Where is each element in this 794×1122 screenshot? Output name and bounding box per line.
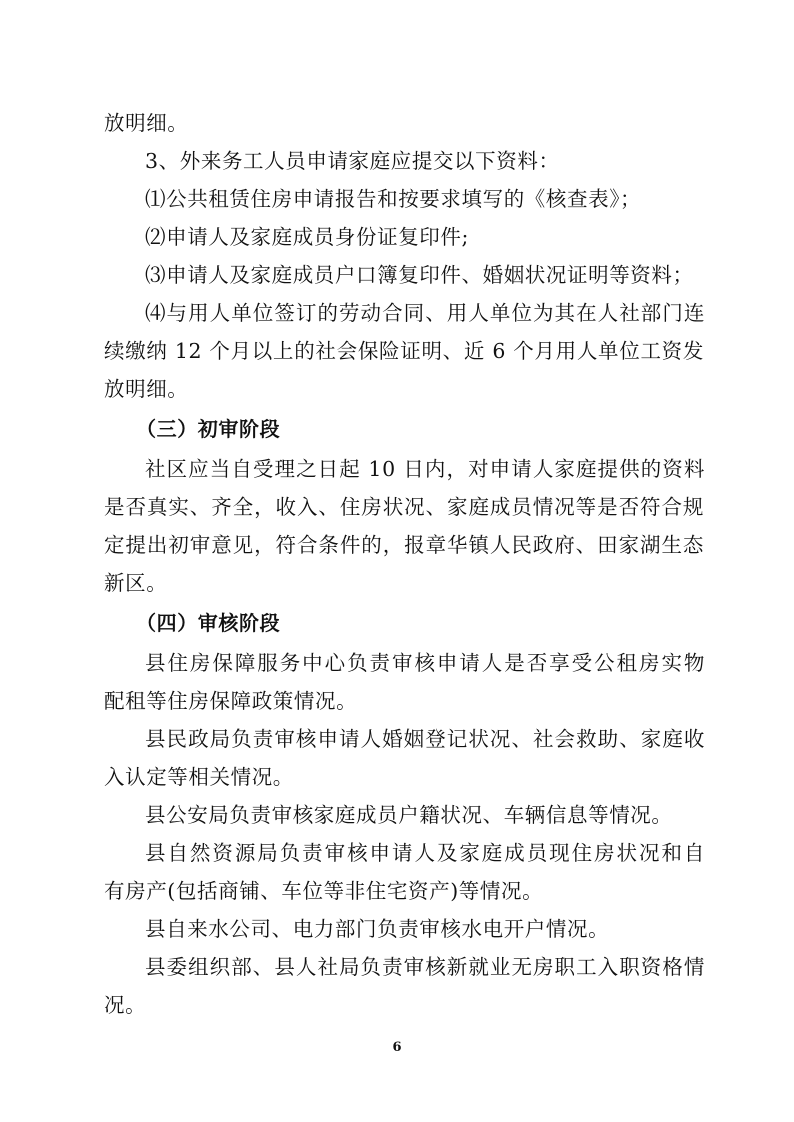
text-line: 入认定等相关情况。 bbox=[104, 765, 294, 789]
page-number: 6 bbox=[392, 1040, 402, 1055]
text-line: 是否真实、齐全，收入、住房状况、家庭成员情况等是否符合规 bbox=[104, 495, 704, 519]
text-line: 3、外来务工人员申请家庭应提交以下资料： bbox=[145, 149, 560, 173]
text-line: 社区应当自受理之日起 10 日内，对申请人家庭提供的资料 bbox=[145, 457, 705, 481]
text-line: 县委组织部、县人社局负责审核新就业无房职工入职资格情 bbox=[145, 955, 705, 979]
text-line: 放明细。 bbox=[104, 111, 189, 135]
text-line: ⑵申请人及家庭成员身份证复印件; bbox=[145, 225, 470, 249]
text-line: 新区。 bbox=[104, 571, 168, 595]
text-line: 县自然资源局负责审核申请人及家庭成员现住房状况和自 bbox=[145, 841, 705, 865]
text-line: 续缴纳 12 个月以上的社会保险证明、近 6 个月用人单位工资发 bbox=[104, 339, 704, 363]
text-line: 况。 bbox=[104, 993, 147, 1017]
text-line: ⑷与用人单位签订的劳动合同、用人单位为其在人社部门连 bbox=[145, 301, 705, 325]
section-heading: （四）审核阶段 bbox=[136, 611, 281, 635]
text-line: 放明细。 bbox=[104, 377, 189, 401]
section-heading: （三）初审阶段 bbox=[136, 417, 281, 441]
text-line: 县公安局负责审核家庭成员户籍状况、车辆信息等情况。 bbox=[145, 803, 673, 827]
text-line: 定提出初审意见，符合条件的，报章华镇人民政府、田家湖生态 bbox=[104, 533, 704, 557]
text-line: ⑴公共租赁住房申请报告和按要求填写的《核查表》； bbox=[145, 187, 642, 211]
text-line: 有房产(包括商铺、车位等非住宅资产)等情况。 bbox=[104, 879, 544, 903]
text-line: 县自来水公司、电力部门负责审核水电开户情况。 bbox=[145, 917, 610, 941]
text-line: ⑶申请人及家庭成员户口簿复印件、婚姻状况证明等资料； bbox=[145, 263, 694, 287]
text-line: 县民政局负责审核申请人婚姻登记状况、社会救助、家庭收 bbox=[145, 727, 705, 751]
text-line: 配租等住房保障政策情况。 bbox=[104, 689, 358, 713]
text-line: 县住房保障服务中心负责审核申请人是否享受公租房实物 bbox=[145, 651, 705, 675]
